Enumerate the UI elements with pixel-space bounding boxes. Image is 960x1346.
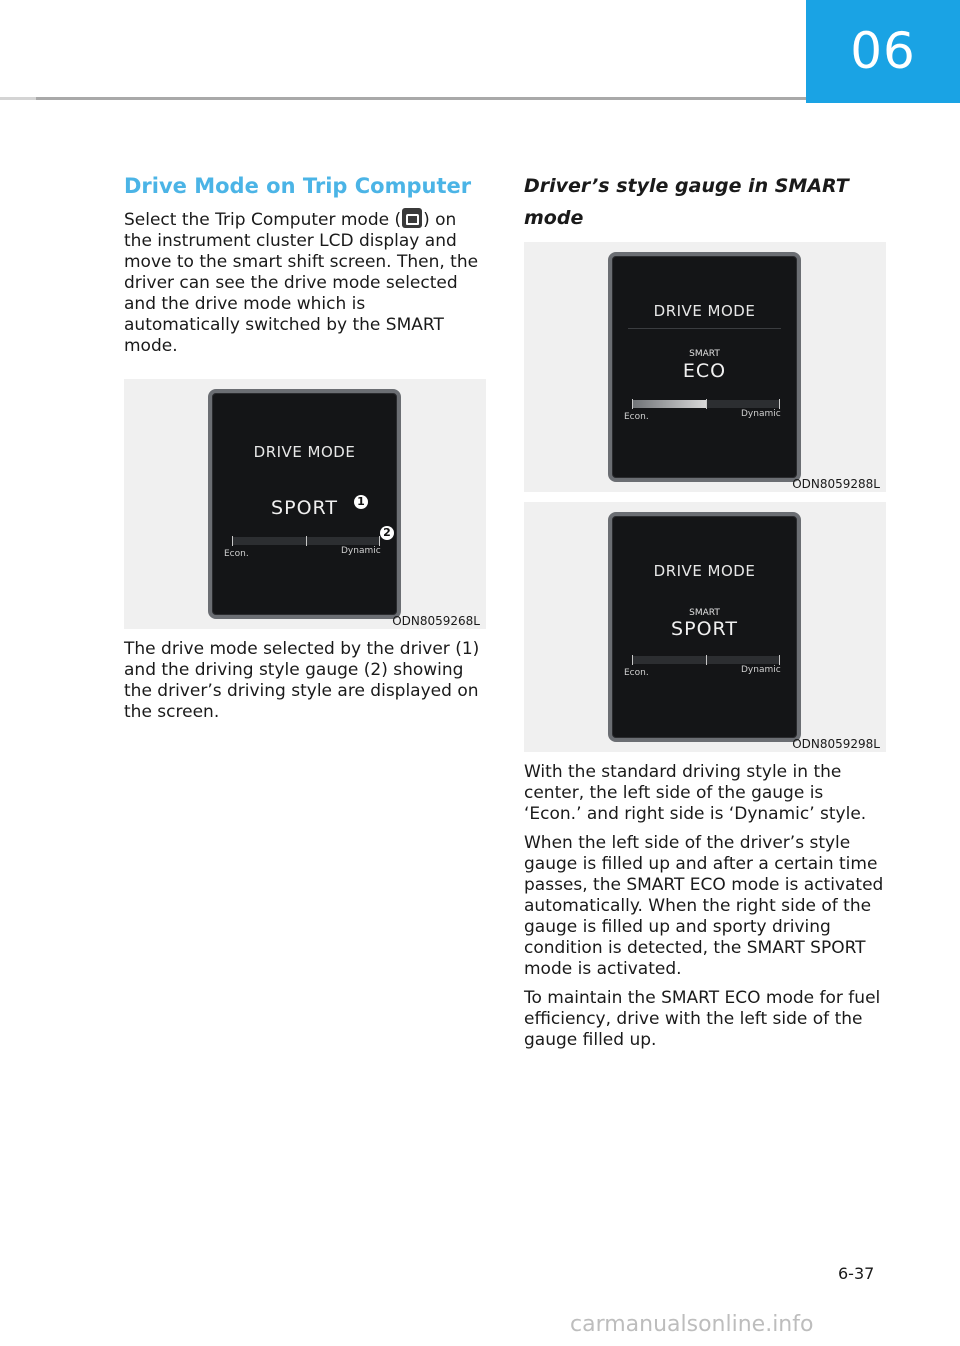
gauge-fill (632, 400, 706, 408)
gauge-tick-right (779, 655, 780, 665)
figure-code: ODN8059268L (392, 614, 480, 628)
header-rule-accent (0, 97, 36, 100)
screen-title: DRIVE MODE (253, 443, 356, 461)
gauge-tick-left (632, 655, 633, 665)
gauge-tick-right (779, 399, 780, 409)
gauge-tick-right (379, 536, 380, 546)
gauge-label-dynamic: Dynamic (741, 665, 781, 675)
gauge-label-dynamic: Dynamic (341, 546, 381, 556)
intro-text-before: Select the Trip Computer mode ( (124, 210, 402, 230)
gauge-label-econ: Econ. (624, 412, 649, 422)
screen-divider (628, 328, 781, 329)
screen-smart-label: SMART (689, 608, 720, 618)
gauge-label-dynamic: Dynamic (741, 409, 781, 419)
screen-mode: SPORT (671, 618, 738, 640)
gauge-tick-center (306, 536, 307, 546)
gauge-tick-left (632, 399, 633, 409)
figure-smart-sport (524, 502, 886, 752)
chapter-tab: 06 (806, 0, 960, 103)
figure-code: ODN8059288L (792, 477, 880, 491)
callout-2: 2 (380, 526, 394, 540)
screen-mode: SPORT (271, 497, 338, 519)
figure-caption: The drive mode selected by the driver (1) and the driving style gauge (2) showing the driver’s driving style are displayed on the screen. (124, 639, 480, 722)
cluster-screen (208, 389, 401, 619)
style-gauge (632, 656, 780, 664)
gauge-tick-center (706, 655, 707, 665)
screen-title: DRIVE MODE (653, 562, 756, 580)
figure-drive-mode (124, 379, 486, 629)
paragraph-3: To maintain the SMART ECO mode for fuel efficiency, drive with the left side of the gauge filled up. (524, 988, 881, 1050)
gauge-label-econ: Econ. (224, 549, 249, 559)
cluster-screen-sport (608, 512, 801, 742)
gauge-tick-left (232, 536, 233, 546)
watermark: carmanualsonline.info (570, 1312, 814, 1337)
page-number: 6-37 (838, 1264, 875, 1283)
subsection-heading: Driver’s style gauge in SMART mode (524, 175, 849, 229)
paragraph-1: With the standard driving style in the center, the left side of the gauge is ‘Econ.’ and right side is ‘Dynamic’ style. (524, 762, 867, 824)
paragraph-2: When the left side of the driver’s style gauge is filled up and after a certain time passes, the SMART ECO mode is activated automatically. When the right side of the gauge is filled up and sporty driving condition is detected, the SMART SPORT mode is activated. (524, 833, 884, 979)
callout-1: 1 (354, 495, 368, 509)
gauge-tick-center (706, 399, 707, 409)
right-column (524, 170, 886, 1059)
section-heading: Drive Mode on Trip Computer (124, 174, 472, 198)
screen-title: DRIVE MODE (653, 302, 756, 320)
style-gauge (232, 537, 380, 545)
intro-text-after: ) on the instrument cluster LCD display and move to the smart shift screen. Then, the driver can see the drive mode selected and the drive mode which is automatically switched by the SMART mode. (124, 210, 479, 356)
intro-paragraph (124, 208, 486, 357)
gauge-label-econ: Econ. (624, 668, 649, 678)
screen-smart-label: SMART (689, 349, 720, 359)
screen-mode: ECO (682, 360, 727, 382)
left-column (124, 170, 486, 731)
trip-computer-icon (402, 208, 422, 228)
cluster-screen-eco (608, 252, 801, 482)
figure-smart-eco (524, 242, 886, 492)
header-rule (0, 97, 806, 100)
figure-code: ODN8059298L (792, 737, 880, 751)
style-gauge (632, 400, 780, 408)
